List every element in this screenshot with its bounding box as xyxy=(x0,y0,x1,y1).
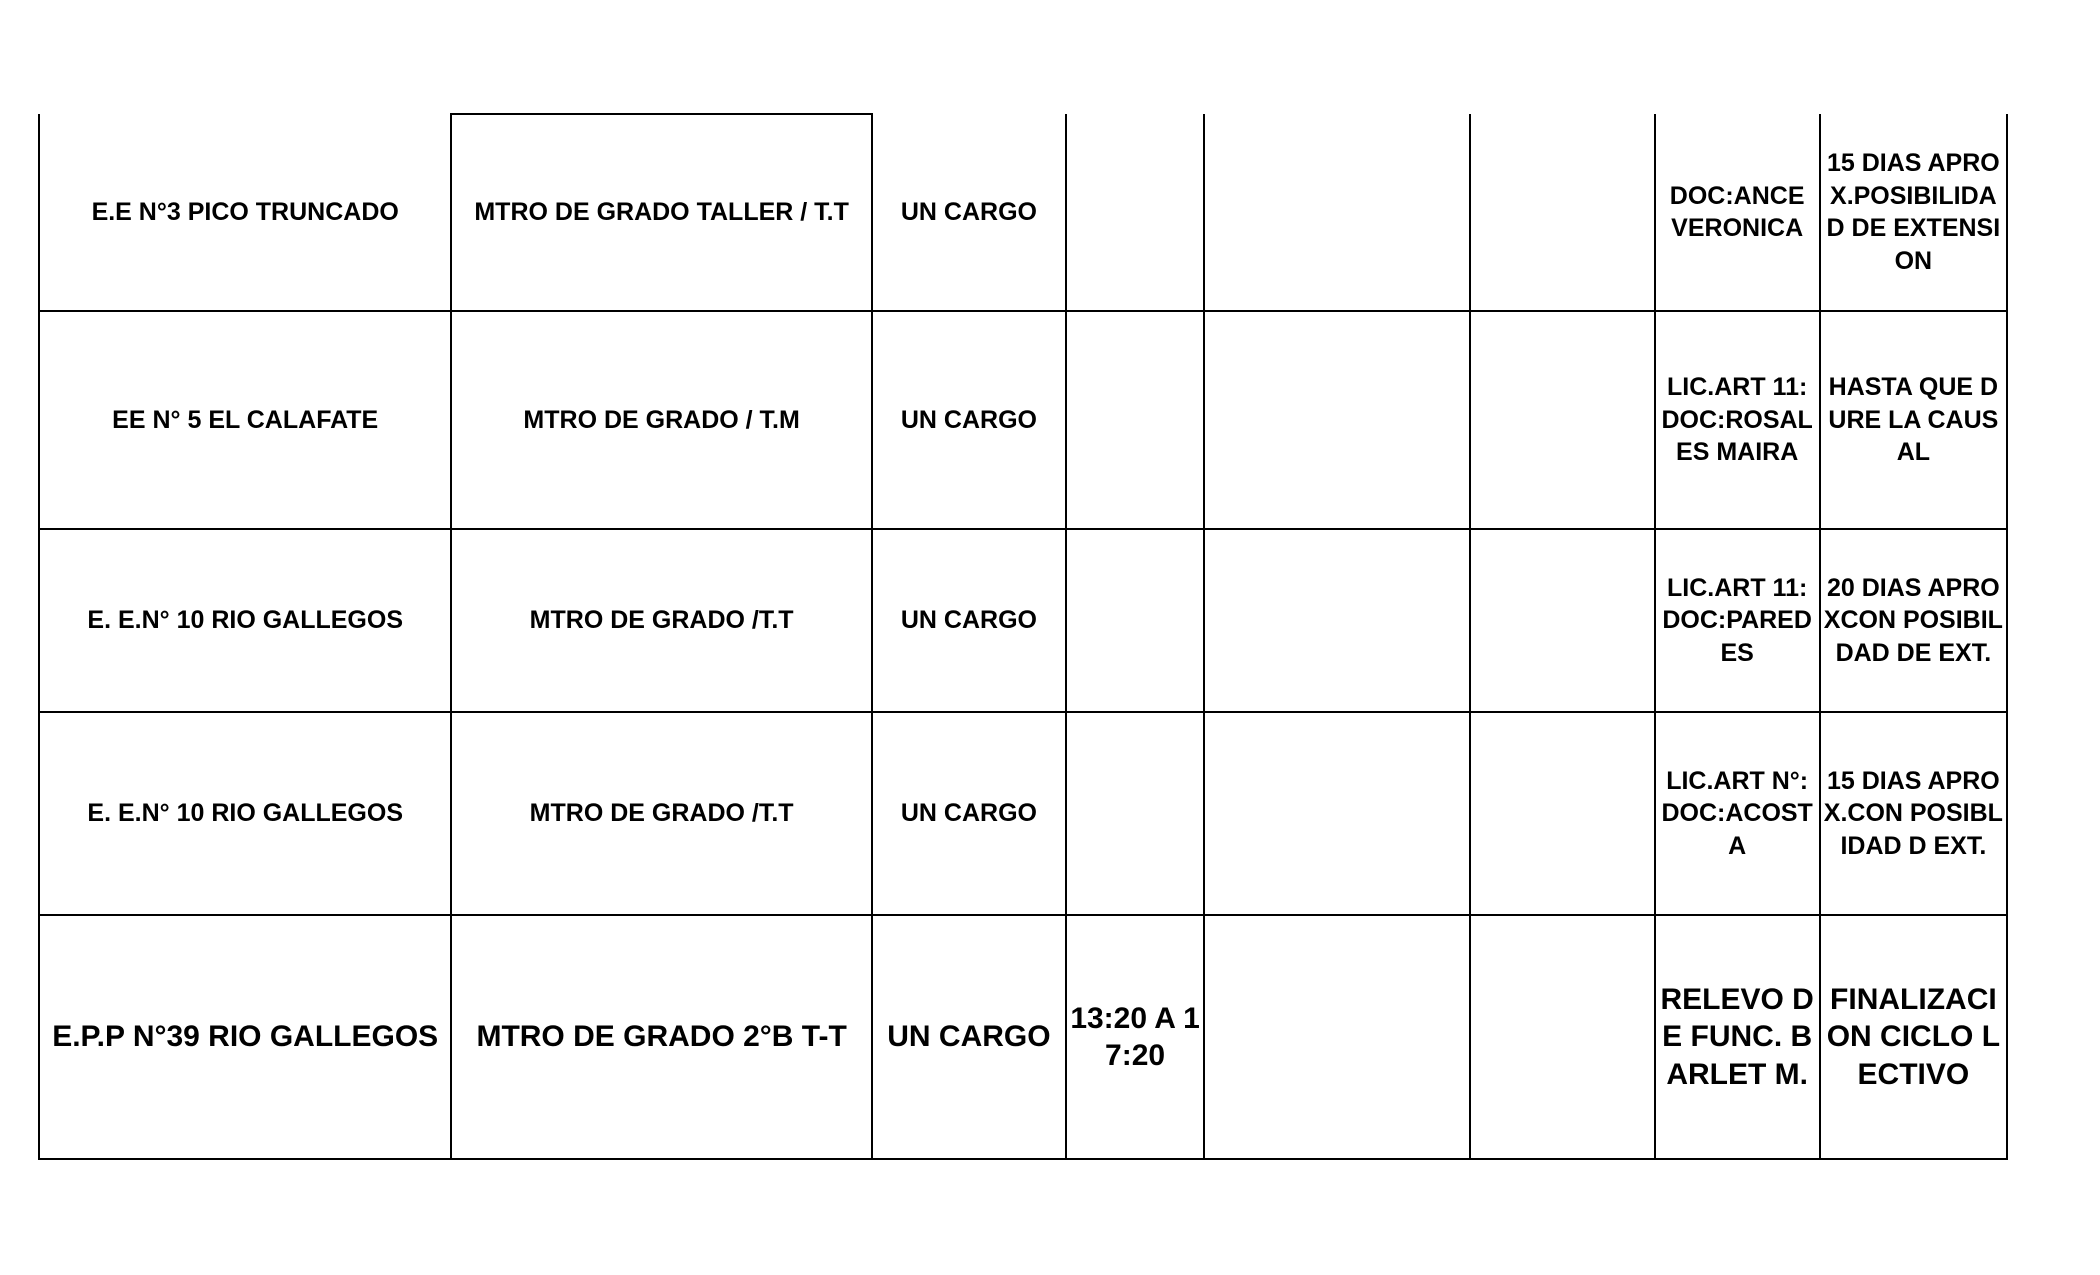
quantity-cell: UN CARGO xyxy=(872,114,1066,311)
empty-cell xyxy=(1470,114,1654,311)
quantity-cell: UN CARGO xyxy=(872,529,1066,712)
school-cell: EE N° 5 EL CALAFATE xyxy=(39,311,451,529)
schedule-cell: 13:20 A 17:20 xyxy=(1066,915,1204,1159)
duration-cell: 15 DIAS APROX.CON POSIBLIDAD D EXT. xyxy=(1820,712,2007,915)
duration-cell: 20 DIAS APROXCON POSIBILDAD DE EXT. xyxy=(1820,529,2007,712)
table-row xyxy=(39,915,2007,1159)
schedule-cell xyxy=(1066,712,1204,915)
reason-cell: DOC:ANCE VERONICA xyxy=(1655,114,1820,311)
position-cell: MTRO DE GRADO 2°B T-T xyxy=(451,915,871,1159)
empty-cell xyxy=(1470,311,1654,529)
table-row xyxy=(39,114,2007,311)
school-cell: E. E.N° 10 RIO GALLEGOS xyxy=(39,712,451,915)
position-cell: MTRO DE GRADO TALLER / T.T xyxy=(451,114,871,311)
duration-cell: HASTA QUE DURE LA CAUSAL xyxy=(1820,311,2007,529)
reason-cell: LIC.ART 11: DOC:PAREDES xyxy=(1655,529,1820,712)
empty-cell xyxy=(1204,529,1470,712)
empty-cell xyxy=(1204,712,1470,915)
schedule-cell xyxy=(1066,311,1204,529)
school-cell: E. E.N° 10 RIO GALLEGOS xyxy=(39,529,451,712)
table-row xyxy=(39,529,2007,712)
schedule-cell xyxy=(1066,529,1204,712)
duration-cell: 15 DIAS APROX.POSIBILIDAD DE EXTENSION xyxy=(1820,114,2007,311)
empty-cell xyxy=(1470,529,1654,712)
position-cell: MTRO DE GRADO /T.T xyxy=(451,529,871,712)
position-cell: MTRO DE GRADO / T.M xyxy=(451,311,871,529)
quantity-cell: UN CARGO xyxy=(872,915,1066,1159)
empty-cell xyxy=(1470,915,1654,1159)
vacancy-table xyxy=(38,113,2008,1160)
schedule-cell xyxy=(1066,114,1204,311)
table-row xyxy=(39,712,2007,915)
quantity-cell: UN CARGO xyxy=(872,712,1066,915)
quantity-cell: UN CARGO xyxy=(872,311,1066,529)
empty-cell xyxy=(1204,114,1470,311)
position-cell: MTRO DE GRADO /T.T xyxy=(451,712,871,915)
duration-cell: FINALIZACION CICLO LECTIVO xyxy=(1820,915,2007,1159)
reason-cell: LIC.ART N°:DOC:ACOSTA xyxy=(1655,712,1820,915)
reason-cell: RELEVO DE FUNC. BARLET M. xyxy=(1655,915,1820,1159)
school-cell: E.P.P N°39 RIO GALLEGOS xyxy=(39,915,451,1159)
empty-cell xyxy=(1470,712,1654,915)
table-row xyxy=(39,311,2007,529)
reason-cell: LIC.ART 11:DOC:ROSALES MAIRA xyxy=(1655,311,1820,529)
empty-cell xyxy=(1204,915,1470,1159)
empty-cell xyxy=(1204,311,1470,529)
school-cell: E.E N°3 PICO TRUNCADO xyxy=(39,114,451,311)
